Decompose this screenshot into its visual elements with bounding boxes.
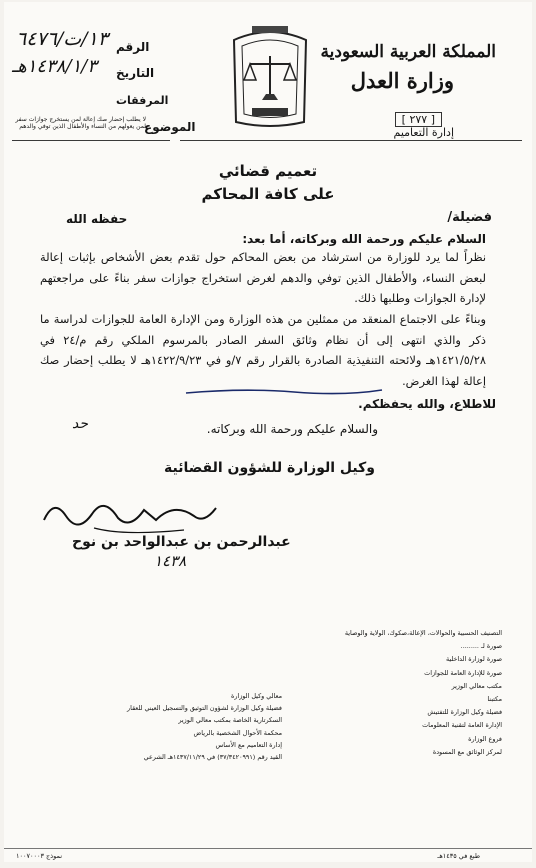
number-label: الرقم xyxy=(116,40,150,54)
distribution-item: التصنيف الحسبية والحوالات، الإعالة،صكوك، الولاية والوصاية xyxy=(344,629,502,637)
salutation: فضيلة/ xyxy=(447,210,492,225)
attachments-label: المرفقات xyxy=(116,94,169,107)
distribution-left xyxy=(12,692,282,765)
distribution-item: مكتبنا xyxy=(487,694,502,703)
ministry-emblem-icon xyxy=(224,22,316,132)
distribution-item: إدارة التعاميم مع الأساس xyxy=(215,740,282,749)
date-value: ١٤٣٨/١/٣هـ xyxy=(12,56,97,77)
distribution-item: معالي وكيل الوزارة xyxy=(230,692,282,700)
circular-page xyxy=(4,2,532,862)
closing-line: للاطلاع، والله يحفظكم. xyxy=(358,397,496,411)
circular-title: تعميم قضائي xyxy=(218,162,318,180)
footer-divider xyxy=(4,848,532,849)
subject-text: لا يطلب إحضار صك إعالة لمن يستخرج جوازات سفر لمن يعولهم من النساء والأطفال الذين توفي والدهم xyxy=(15,116,146,130)
distribution-item: الإدارة العامة لتقنية المعلومات xyxy=(422,721,502,730)
paragraph-1: نظراً لما يرد للوزارة من استرشاد من بعض المحاكم حول تقدم بعض الأشخاص بإثبات إعالة لبعض النساء، والأطفال الذين توفي والدهم لغرض استخراج جوازات سفر بناءً على مراجعتهم لإدارة الجوازات وطلبها ذلك. xyxy=(40,250,486,305)
form-number: نموذج ١٠٠٧٠٠٠٣ xyxy=(16,852,63,860)
subject-label: الموضوع xyxy=(144,120,196,134)
print-date: طبع في ١٤٣٥هـ xyxy=(437,852,480,860)
closing-greeting: والسلام عليكم ورحمة الله وبركاته. xyxy=(206,422,378,436)
hafiz-text: حفظه الله xyxy=(66,212,128,226)
distribution-item: صورة لـ ......... xyxy=(460,642,502,651)
distribution-item: فضيلة وكيل الوزارة للتفتيش xyxy=(427,708,502,717)
distribution-right xyxy=(252,629,502,761)
distribution-item: صورة لوزارة الداخلية xyxy=(445,655,502,664)
signatory-title: وكيل الوزارة للشؤون القضائية xyxy=(164,460,375,476)
header-divider-left xyxy=(12,140,170,141)
signatory-name: عبدالرحمن بن عبدالواحد بن نوح xyxy=(72,534,291,550)
date-label: التاريخ xyxy=(116,66,155,80)
distribution-item: السكرتارية الخاصة بمكتب معالي الوزير xyxy=(178,716,282,725)
circular-subtitle: على كافة المحاكم xyxy=(201,185,335,203)
number-value: ١٣/ت/٦٤٧٦ xyxy=(16,28,108,50)
header-divider xyxy=(180,140,522,141)
handwritten-initial: حد xyxy=(72,416,89,432)
handwritten-signature xyxy=(34,490,224,540)
distribution-item: لمركز الوثائق مع المسودة xyxy=(432,747,502,756)
signature-year: ١٤٣٨ xyxy=(154,552,187,570)
kingdom-name: المملكة العربية السعودية xyxy=(320,42,496,62)
department-name: إدارة التعاميم xyxy=(393,126,454,139)
paragraph-2: وبناءً على الاجتماع المنعقد من ممثلين من هذه الوزارة ومن الإدارة العامة للجوازات لدراسة ما ذكر والذي انتهى إلى أن نظام وثائق السفر الصادر بالمرسوم الملكي رقم م/٢٤ في ١٤٢١/٥/٢٨هـ ولائحته التنفيذية الصادرة بالقرار رقم ٧/و في ١٤٢٢/٩/٢٣هـ لا يطلب إحضار صك إعالة لهذا الغرض. xyxy=(40,312,487,388)
distribution-item: القيد رقم (٣٧/٣٤٢٠٩٩١) في ١٤٣٧/١١/٢٩هـ الشرعي xyxy=(143,752,282,761)
distribution-item: محكمة الأحوال الشخصية بالرياض xyxy=(193,728,282,737)
greeting: السلام عليكم ورحمة الله وبركاته، أما بعد: xyxy=(242,232,486,246)
distribution-item: مكتب معالي الوزير xyxy=(451,681,502,690)
distribution-item: فضيلة وكيل الوزارة لشؤون التوثيق والتسجيل العيني للعقار xyxy=(127,704,282,713)
department-number: [ ٢٧٧ ] xyxy=(395,112,442,127)
handwritten-underline xyxy=(184,386,384,396)
distribution-item: صورة للإدارة العامة للجوازات xyxy=(424,668,502,677)
distribution-item: فروع الوزارة xyxy=(468,734,502,743)
ministry-name: وزارة العدل xyxy=(350,68,454,93)
